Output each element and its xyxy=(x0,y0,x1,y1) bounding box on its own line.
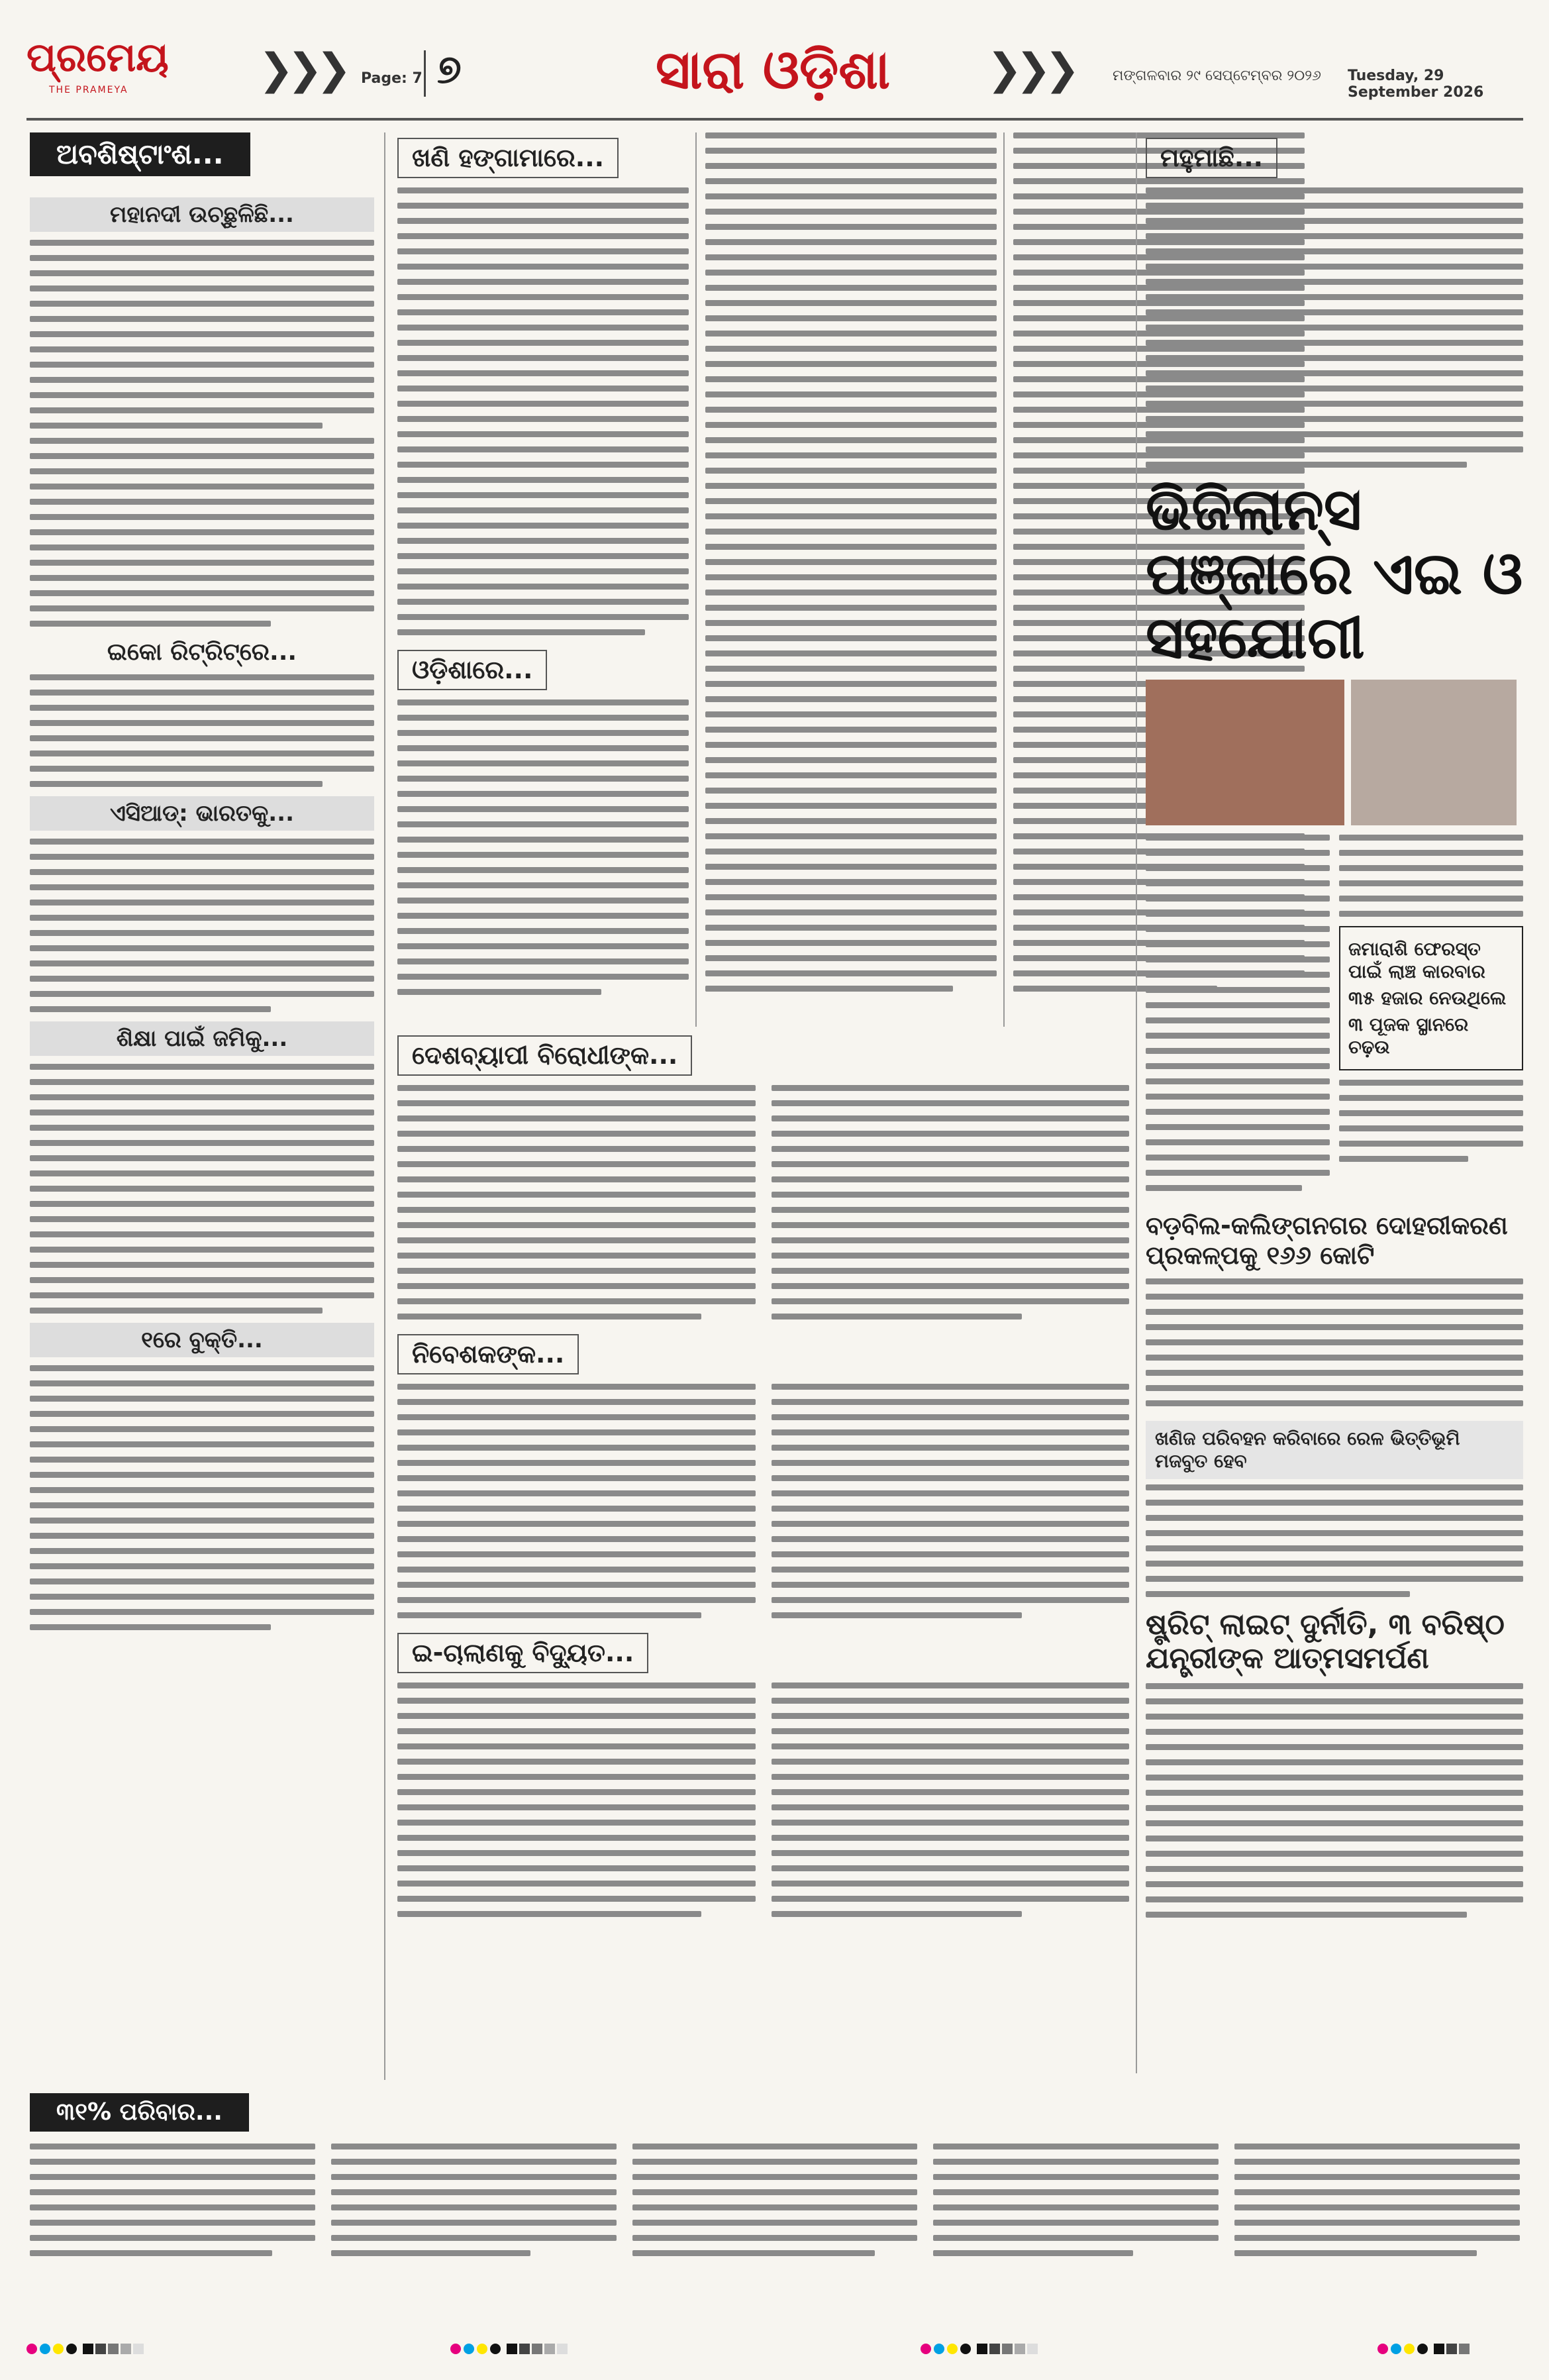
article-text xyxy=(30,674,374,787)
column-2 xyxy=(397,132,689,1004)
brand-logo: ପ୍ରମେୟ xyxy=(26,34,169,81)
section-heading: ଦେଶବ୍ୟାପୀ ବିରୋଧୀଙ୍କ... xyxy=(397,1035,692,1076)
article-text xyxy=(933,2144,1219,2265)
highlight-item: ୩ ପୂଜକ ସ୍ଥାନରେ ଚଢ଼ଉ xyxy=(1348,1013,1469,1059)
article-text xyxy=(772,1384,1130,1628)
column-rule xyxy=(1136,132,1137,2073)
article-text xyxy=(331,2144,617,2265)
date-english: Tuesday, 29 September 2026 xyxy=(1348,68,1484,101)
article-text xyxy=(1146,187,1523,468)
article-text xyxy=(705,132,997,992)
story-highlights xyxy=(1339,926,1523,1070)
section-heading: ଖଣି ହଙ୍ଗାମାରେ... xyxy=(397,138,619,178)
bottom-band xyxy=(30,2093,1520,2265)
registration-marks xyxy=(921,2344,1040,2355)
article-text xyxy=(1339,1080,1523,1162)
article-text xyxy=(397,1085,756,1329)
page-label: Page: 7 xyxy=(361,70,423,87)
section-heading: ନିବେଶକଙ୍କ... xyxy=(397,1334,579,1374)
column-3 xyxy=(705,132,997,1001)
column-rule xyxy=(1003,132,1005,1027)
section-title: ସାରା ଓଡ଼ିଶା xyxy=(656,38,891,101)
article-text xyxy=(772,1682,1130,1926)
section-heading: ଇ-ଚାଲାଣକୁ ବିଦ୍ୟୁତ... xyxy=(397,1633,648,1673)
article-text xyxy=(1339,835,1523,917)
article-text xyxy=(30,240,374,627)
article-text xyxy=(30,1064,374,1314)
column-rule xyxy=(384,132,385,2080)
registration-marks xyxy=(26,2344,146,2355)
article-text xyxy=(632,2144,918,2265)
article-text xyxy=(1234,2144,1520,2265)
article-text xyxy=(397,1384,756,1628)
article-text xyxy=(397,187,689,635)
accused-photo-2 xyxy=(1351,680,1517,825)
story-title: ଭିଜିଲାନ୍ସ ପଞ୍ଜାରେ ଏଇ ଓ ସହଯୋଗୀ xyxy=(1146,474,1523,672)
chevron-right-icon: ❯❯❯ xyxy=(987,45,1074,94)
registration-marks xyxy=(1377,2344,1472,2355)
section-heading: ୧ରେ ବୁକ୍ତି... xyxy=(30,1323,374,1357)
article-text xyxy=(397,1682,756,1926)
article-text xyxy=(1146,1278,1523,1406)
pull-quote: ଖଣିଜ ପରିବହନ କରିବାରେ ରେଳ ଭିତ୍ତିଭୂମି ମଜବୁତ ହେବ xyxy=(1146,1421,1523,1479)
masthead-rule xyxy=(26,118,1523,121)
section-heading: ୩୧% ପରିବାର... xyxy=(30,2093,249,2132)
section-heading: ଶିକ୍ଷା ପାଇଁ ଜମିକୁ... xyxy=(30,1021,374,1056)
chevron-right-icon: ❯❯❯ xyxy=(258,45,345,94)
masthead xyxy=(26,26,1523,106)
story-headline: ବଡ଼ବିଲ-କଲିଙ୍ଗନଗର ଦୋହରୀକରଣ ପ୍ରକଳ୍ପକୁ ୧୬୬ କୋଟି xyxy=(1146,1211,1508,1270)
page-number: ୭ xyxy=(437,46,462,93)
center-block xyxy=(397,1030,1129,1926)
section-heading: ମହୁମାଛି... xyxy=(1146,138,1277,178)
column-rule xyxy=(695,132,697,1027)
highlight-item: ଜମାରାଶି ଫେରସ୍ତ ପାଇଁ ଲାଞ୍ଚ କାରବାର xyxy=(1348,938,1485,983)
section-heading: ମହାନଦୀ ଉଚ୍ଛୁଳିଛି... xyxy=(30,197,374,232)
article-text xyxy=(1146,1683,1523,1918)
column-5 xyxy=(1146,132,1523,1927)
article-text xyxy=(1146,835,1330,1200)
column-header: ଅବଶିଷ୍ଟାଂଶ... xyxy=(30,132,250,176)
article-text xyxy=(1146,1484,1523,1597)
story-headline: ଷ୍ଟ୍ରିଟ୍ ଲାଇଟ୍ ଦୁର୍ନୀତି, ୩ ବରିଷ୍ଠ ଯନ୍ତ୍ରୀଙ୍କ ଆତ୍ମସମର୍ପଣ xyxy=(1146,1608,1505,1676)
divider xyxy=(424,50,426,97)
article-text xyxy=(30,2144,315,2265)
section-heading: ଇକୋ ରିଟ୍ରିଟ୍‌ରେ... xyxy=(107,639,297,666)
article-text xyxy=(30,1365,374,1630)
accused-photo-1 xyxy=(1146,680,1344,825)
highlight-item: ୩୫ ହଜାର ନେଉଥିଲେ xyxy=(1348,987,1507,1009)
column-1 xyxy=(30,132,374,1639)
registration-marks xyxy=(450,2344,570,2355)
article-text xyxy=(30,839,374,1012)
section-heading: ଏସିଆଡ୍: ଭାରତକୁ... xyxy=(30,796,374,831)
date-odia: ମଙ୍ଗଳବାର ୨୯ ସେପ୍ଟେମ୍ବର ୨୦୨୬ xyxy=(1113,68,1321,84)
article-text xyxy=(397,699,689,995)
article-text xyxy=(772,1085,1130,1329)
section-heading: ଓଡ଼ିଶାରେ... xyxy=(397,650,547,690)
brand-tagline: THE PRAMEYA xyxy=(49,85,128,95)
